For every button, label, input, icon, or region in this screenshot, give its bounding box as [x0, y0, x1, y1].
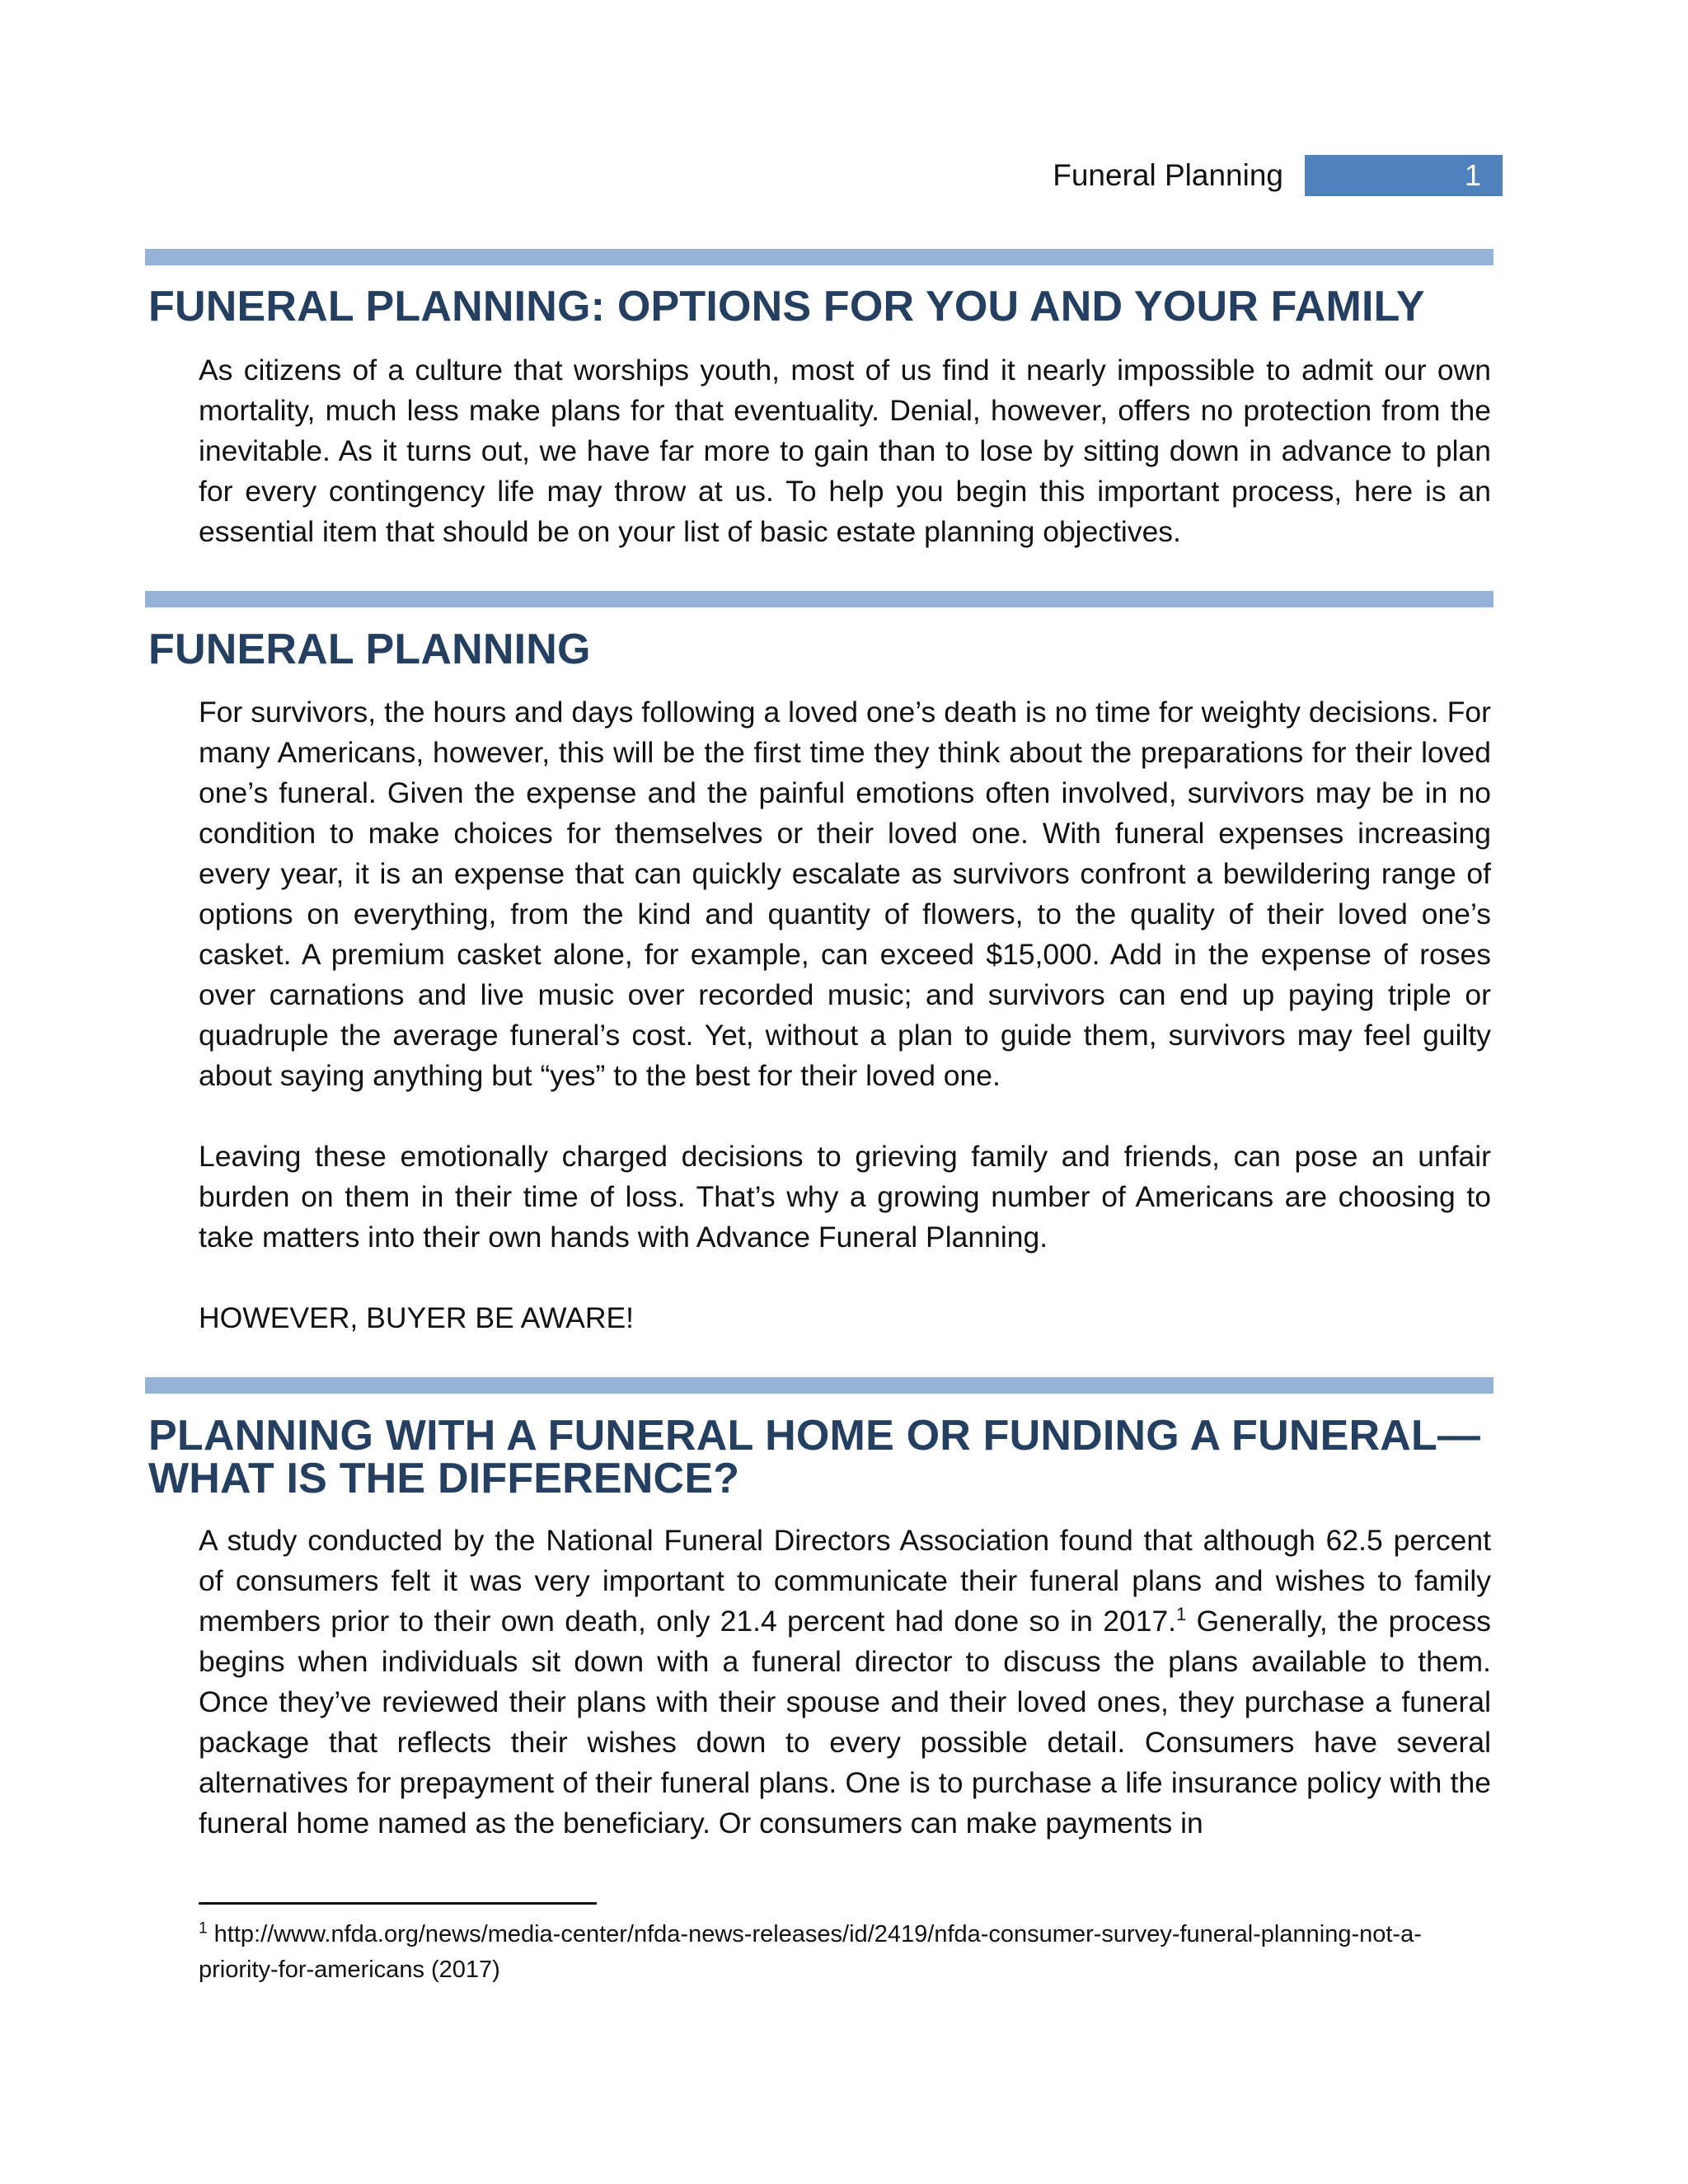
footnote-reference[interactable]: 1 [1176, 1604, 1187, 1625]
section-body [199, 350, 1491, 552]
section-body [199, 692, 1491, 1338]
section-body [199, 1521, 1491, 1844]
footnote-text: http://www.nfda.org/news/media-center/nfda-news-releases/id/2419/nfda-consumer-survey-funeral-planning-not-a-priority-for-americans (2017) [199, 1921, 1422, 1983]
body-paragraph: For survivors, the hours and days following a loved one’s death is no time for weighty decisions. For many Americans, however, this will be the first time they think about the preparations for their loved one’s funeral. Given the expense and the painful emotions often involved, survivors may be in no condition to make choices for themselves or their loved one. With funeral expenses increasing every year, it is an expense that can quickly escalate as survivors confront a bewildering range of options on everything, from the kind and quantity of flowers, to the quality of their loved one’s casket. A premium casket alone, for example, can exceed $15,000. Add in the expense of roses over carnations and live music over recorded music; and survivors can end up paying triple or quadruple the average funeral’s cost. Yet, without a plan to guide them, survivors may feel guilty about saying anything but “yes” to the best for their loved one. [199, 696, 1491, 1092]
running-header [1053, 155, 1503, 196]
section-heading-line: PLANNING WITH A FUNERAL HOME OR FUNDING A FUNERAL— [148, 1412, 1481, 1460]
section-heading: FUNERAL PLANNING: OPTIONS FOR YOU AND YOUR FAMILY [148, 283, 1425, 330]
header-title: Funeral Planning [1053, 158, 1283, 192]
section-divider-bar [145, 1377, 1493, 1394]
paragraph-text: A study conducted by the National Funeral Directors Association found that although 62.5 percent of consumers felt it was very important to communicate their funeral plans and wishes to family members prior to their own death, only 21.4 percent had done so in 2017. [199, 1524, 1491, 1638]
footnote-separator [199, 1902, 597, 1905]
body-paragraph: As citizens of a culture that worships youth, most of us find it nearly impossible to admit our own mortality, much less make plans for that eventuality. Denial, however, offers no protection from the inevitable. As it turns out, we have far more to gain than to lose by sitting down in advance to plan for every contingency life may throw at us. To help you begin this important process, here is an essential item that should be on your list of basic estate planning objectives. [199, 354, 1491, 548]
section-heading-line: WHAT IS THE DIFFERENCE? [148, 1455, 740, 1502]
body-paragraph [199, 1521, 1491, 1844]
footnote-number: 1 [199, 1919, 208, 1938]
section-divider-bar [145, 591, 1493, 607]
section-divider-bar [145, 249, 1493, 265]
body-paragraph-callout: HOWEVER, BUYER BE AWARE! [199, 1301, 634, 1334]
section-heading [148, 1414, 1500, 1500]
footnote [199, 1917, 1491, 1988]
page-number-badge: 1 [1305, 155, 1503, 196]
section-heading: FUNERAL PLANNING [148, 626, 591, 673]
paragraph-text: Generally, the process begins when individuals sit down with a funeral director to discuss the plans available to them. Once they’ve reviewed their plans with their spouse and their loved ones, they purchase a funeral package that reflects their wishes down to every possible detail. Consumers have several alternatives for prepayment of their funeral plans. One is to purchase a life insurance policy with the funeral home named as the beneficiary. Or consumers can make payments in [199, 1605, 1491, 1840]
body-paragraph: Leaving these emotionally charged decisions to grieving family and friends, can pose an unfair burden on them in their time of loss. That’s why a growing number of Americans are choosing to take matters into their own hands with Advance Funeral Planning. [199, 1140, 1491, 1254]
